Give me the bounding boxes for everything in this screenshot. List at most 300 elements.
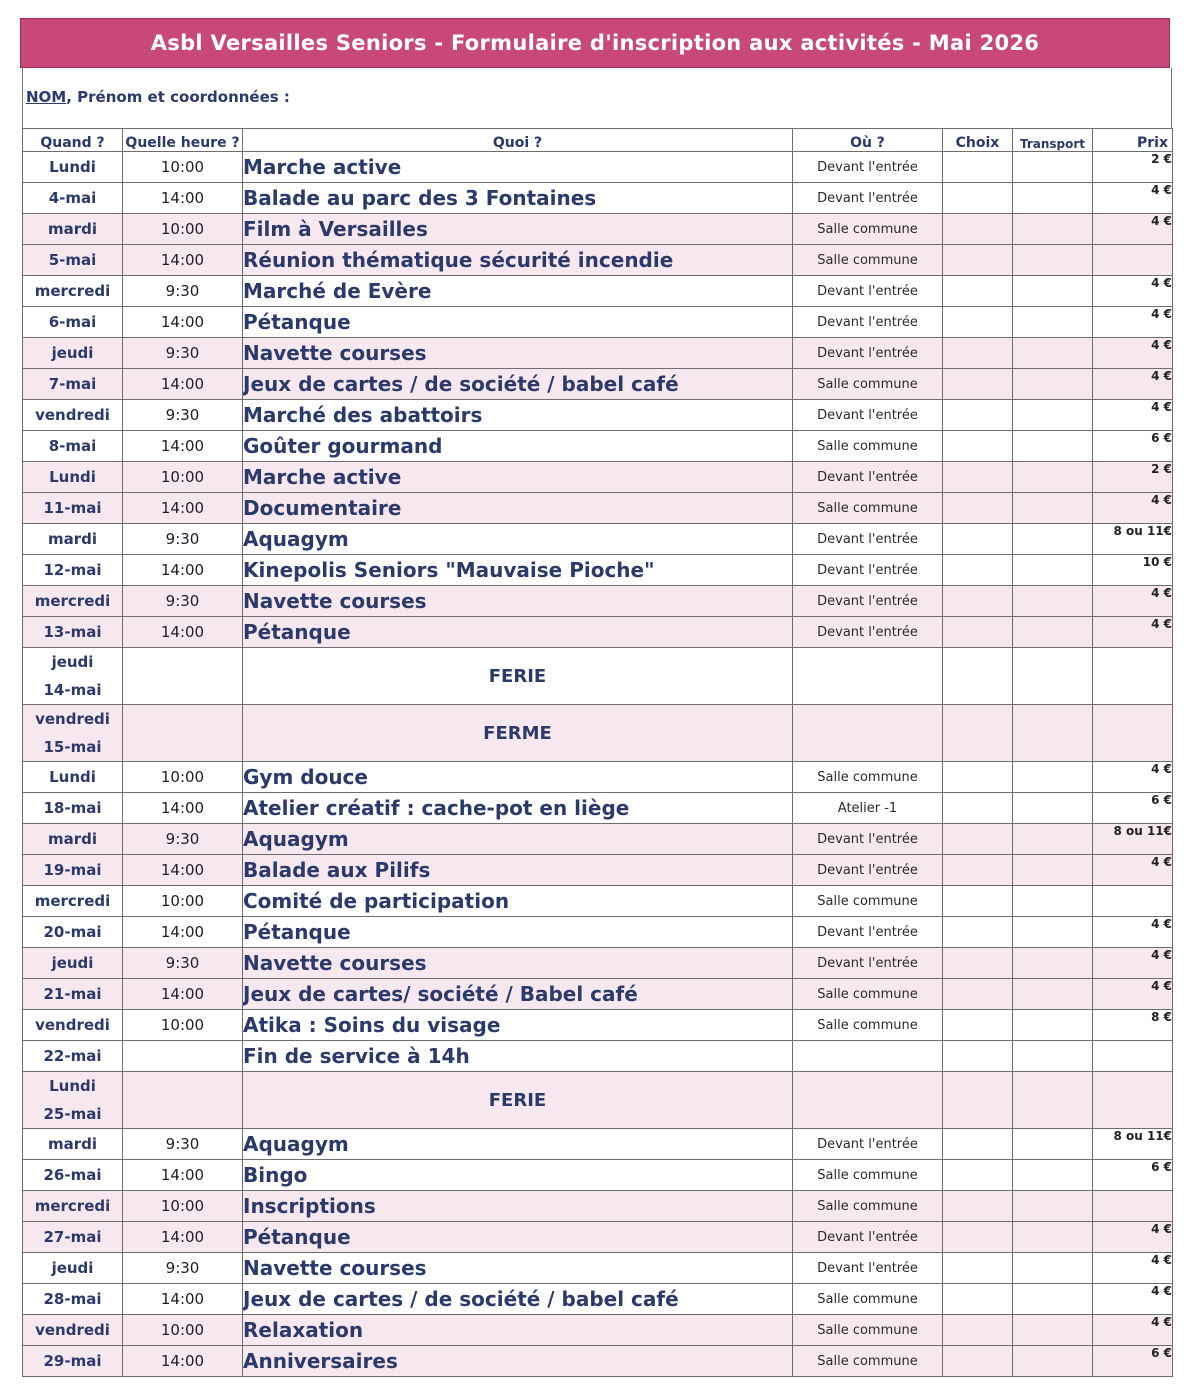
table-row <box>23 214 1173 245</box>
location-cell: Devant l'entrée <box>793 1222 943 1253</box>
table-row <box>23 245 1173 276</box>
location-cell: Devant l'entrée <box>793 524 943 555</box>
nom-label: NOM <box>26 88 67 106</box>
holiday-row <box>23 705 1173 762</box>
choix-checkbox[interactable] <box>943 214 1013 245</box>
table-row <box>23 493 1173 524</box>
time-cell: 14:00 <box>123 555 243 586</box>
choix-checkbox[interactable] <box>943 824 1013 855</box>
day-cell: jeudi <box>23 338 123 369</box>
location-cell: Salle commune <box>793 1010 943 1041</box>
time-cell: 10:00 <box>123 152 243 183</box>
price-cell: 4 € <box>1093 762 1173 793</box>
transport-checkbox[interactable] <box>1013 855 1093 886</box>
time-cell: 9:30 <box>123 338 243 369</box>
activity-cell: Anniversaires <box>243 1346 793 1377</box>
table-row <box>23 152 1173 183</box>
table-row <box>23 1129 1173 1160</box>
location-cell: Salle commune <box>793 214 943 245</box>
choix-checkbox[interactable] <box>943 152 1013 183</box>
time-cell <box>123 648 243 705</box>
transport-checkbox[interactable] <box>1013 1315 1093 1346</box>
choix-checkbox[interactable] <box>943 338 1013 369</box>
empty-cell <box>1093 705 1173 762</box>
price-cell: 10 € <box>1093 555 1173 586</box>
price-cell: 2 € <box>1093 462 1173 493</box>
transport-checkbox[interactable] <box>1013 245 1093 276</box>
time-cell: 10:00 <box>123 462 243 493</box>
activity-cell: Navette courses <box>243 586 793 617</box>
transport-checkbox[interactable] <box>1013 1160 1093 1191</box>
col-quand: Quand ? <box>23 129 123 152</box>
location-cell: Devant l'entrée <box>793 307 943 338</box>
location-cell: Atelier -1 <box>793 793 943 824</box>
time-cell: 10:00 <box>123 886 243 917</box>
transport-checkbox[interactable] <box>1013 400 1093 431</box>
choix-checkbox[interactable] <box>943 793 1013 824</box>
price-cell: 4 € <box>1093 400 1173 431</box>
choix-checkbox[interactable] <box>943 855 1013 886</box>
choix-checkbox[interactable] <box>943 1315 1013 1346</box>
weekday-label: vendredi <box>35 710 110 728</box>
transport-checkbox[interactable] <box>1013 1284 1093 1315</box>
price-cell: 4 € <box>1093 369 1173 400</box>
transport-checkbox[interactable] <box>1013 1041 1093 1072</box>
time-cell: 9:30 <box>123 586 243 617</box>
activity-cell: Jeux de cartes / de société / babel café <box>243 1284 793 1315</box>
day-cell: 27-mai <box>23 1222 123 1253</box>
activity-cell: Kinepolis Seniors "Mauvaise Pioche" <box>243 555 793 586</box>
location-cell: Salle commune <box>793 1160 943 1191</box>
choix-checkbox[interactable] <box>943 524 1013 555</box>
location-cell: Salle commune <box>793 1191 943 1222</box>
activity-cell: Navette courses <box>243 338 793 369</box>
time-cell: 10:00 <box>123 1315 243 1346</box>
day-cell: vendredi <box>23 1315 123 1346</box>
price-cell: 6 € <box>1093 1346 1173 1377</box>
day-cell: vendredi <box>23 1010 123 1041</box>
choix-checkbox[interactable] <box>943 307 1013 338</box>
choix-checkbox[interactable] <box>943 617 1013 648</box>
weekday-label: Lundi <box>49 1077 96 1095</box>
date-label: 15-mai <box>43 738 102 756</box>
location-cell: Devant l'entrée <box>793 855 943 886</box>
time-cell: 14:00 <box>123 245 243 276</box>
price-cell: 4 € <box>1093 183 1173 214</box>
weekday-label: jeudi <box>51 653 94 671</box>
day-cell: mercredi <box>23 276 123 307</box>
transport-checkbox[interactable] <box>1013 762 1093 793</box>
transport-checkbox[interactable] <box>1013 555 1093 586</box>
empty-cell <box>1013 1072 1093 1129</box>
choix-checkbox[interactable] <box>943 886 1013 917</box>
activity-cell: Balade aux Pilifs <box>243 855 793 886</box>
date-label: 25-mai <box>43 1105 102 1123</box>
table-row <box>23 762 1173 793</box>
transport-checkbox[interactable] <box>1013 617 1093 648</box>
choix-checkbox[interactable] <box>943 400 1013 431</box>
activity-cell: Jeux de cartes / de société / babel café <box>243 369 793 400</box>
transport-checkbox[interactable] <box>1013 276 1093 307</box>
activity-cell: Goûter gourmand <box>243 431 793 462</box>
table-row <box>23 462 1173 493</box>
day-cell: mercredi <box>23 1191 123 1222</box>
time-cell: 10:00 <box>123 1010 243 1041</box>
choix-checkbox[interactable] <box>943 1253 1013 1284</box>
table-row <box>23 824 1173 855</box>
activity-cell: Marche active <box>243 462 793 493</box>
choix-checkbox[interactable] <box>943 586 1013 617</box>
location-cell: Devant l'entrée <box>793 824 943 855</box>
price-cell: 8 ou 11€ <box>1093 524 1173 555</box>
choix-checkbox[interactable] <box>943 183 1013 214</box>
choix-checkbox[interactable] <box>943 1346 1013 1377</box>
time-cell <box>123 1072 243 1129</box>
table-row <box>23 1346 1173 1377</box>
table-row <box>23 307 1173 338</box>
price-cell <box>1093 1041 1173 1072</box>
location-cell: Devant l'entrée <box>793 338 943 369</box>
time-cell: 10:00 <box>123 214 243 245</box>
transport-checkbox[interactable] <box>1013 917 1093 948</box>
location-cell: Salle commune <box>793 245 943 276</box>
time-cell: 9:30 <box>123 1129 243 1160</box>
transport-checkbox[interactable] <box>1013 183 1093 214</box>
table-row <box>23 1160 1173 1191</box>
price-cell: 6 € <box>1093 1160 1173 1191</box>
choix-checkbox[interactable] <box>943 431 1013 462</box>
price-cell <box>1093 886 1173 917</box>
choix-checkbox[interactable] <box>943 1041 1013 1072</box>
activity-cell: Marché de Evère <box>243 276 793 307</box>
location-cell: Devant l'entrée <box>793 555 943 586</box>
time-cell: 14:00 <box>123 855 243 886</box>
transport-checkbox[interactable] <box>1013 1191 1093 1222</box>
transport-checkbox[interactable] <box>1013 369 1093 400</box>
choix-checkbox[interactable] <box>943 369 1013 400</box>
transport-checkbox[interactable] <box>1013 307 1093 338</box>
choix-checkbox[interactable] <box>943 1160 1013 1191</box>
empty-cell <box>1093 1072 1173 1129</box>
day-cell: 11-mai <box>23 493 123 524</box>
day-cell: jeudi <box>23 948 123 979</box>
day-cell: Lundi <box>23 152 123 183</box>
price-cell: 4 € <box>1093 979 1173 1010</box>
choix-checkbox[interactable] <box>943 1129 1013 1160</box>
empty-cell <box>793 1072 943 1129</box>
contact-details-area[interactable] <box>22 68 1172 130</box>
date-label: 14-mai <box>43 681 102 699</box>
activity-cell: Gym douce <box>243 762 793 793</box>
table-row <box>23 917 1173 948</box>
empty-cell <box>943 705 1013 762</box>
day-cell: 4-mai <box>23 183 123 214</box>
table-row <box>23 586 1173 617</box>
day-cell: mercredi <box>23 886 123 917</box>
price-cell: 8 ou 11€ <box>1093 824 1173 855</box>
price-cell: 4 € <box>1093 338 1173 369</box>
day-cell <box>23 705 123 762</box>
day-cell: 5-mai <box>23 245 123 276</box>
price-cell <box>1093 245 1173 276</box>
time-cell: 14:00 <box>123 307 243 338</box>
transport-checkbox[interactable] <box>1013 1129 1093 1160</box>
col-quoi: Quoi ? <box>243 129 793 152</box>
time-cell: 14:00 <box>123 979 243 1010</box>
closure-label: FERIE <box>243 1072 793 1129</box>
time-cell: 14:00 <box>123 183 243 214</box>
coords-label-text: , Prénom et coordonnées : <box>66 88 290 106</box>
price-cell: 4 € <box>1093 1284 1173 1315</box>
day-cell: 19-mai <box>23 855 123 886</box>
table-row <box>23 1315 1173 1346</box>
activity-cell: Bingo <box>243 1160 793 1191</box>
time-cell: 14:00 <box>123 493 243 524</box>
activity-cell: Aquagym <box>243 824 793 855</box>
price-cell: 6 € <box>1093 431 1173 462</box>
transport-checkbox[interactable] <box>1013 493 1093 524</box>
activity-cell: Marché des abattoirs <box>243 400 793 431</box>
location-cell: Salle commune <box>793 979 943 1010</box>
activity-cell: Aquagym <box>243 524 793 555</box>
transport-checkbox[interactable] <box>1013 431 1093 462</box>
location-cell: Devant l'entrée <box>793 948 943 979</box>
table-row <box>23 1010 1173 1041</box>
closure-label: FERME <box>243 705 793 762</box>
transport-checkbox[interactable] <box>1013 979 1093 1010</box>
price-cell: 4 € <box>1093 586 1173 617</box>
choix-checkbox[interactable] <box>943 979 1013 1010</box>
location-cell: Devant l'entrée <box>793 1253 943 1284</box>
activity-cell: Marche active <box>243 152 793 183</box>
transport-checkbox[interactable] <box>1013 1010 1093 1041</box>
empty-cell <box>1013 648 1093 705</box>
price-cell: 8 ou 11€ <box>1093 1129 1173 1160</box>
price-cell: 4 € <box>1093 1253 1173 1284</box>
day-cell: mardi <box>23 824 123 855</box>
transport-checkbox[interactable] <box>1013 1253 1093 1284</box>
activity-cell: Pétanque <box>243 1222 793 1253</box>
time-cell <box>123 705 243 762</box>
day-cell: 26-mai <box>23 1160 123 1191</box>
price-cell: 2 € <box>1093 152 1173 183</box>
table-row <box>23 617 1173 648</box>
location-cell: Devant l'entrée <box>793 617 943 648</box>
time-cell: 14:00 <box>123 1222 243 1253</box>
activity-cell: Comité de participation <box>243 886 793 917</box>
price-cell: 4 € <box>1093 855 1173 886</box>
day-cell: mardi <box>23 1129 123 1160</box>
table-row <box>23 338 1173 369</box>
location-cell <box>793 1041 943 1072</box>
time-cell: 10:00 <box>123 1191 243 1222</box>
table-row <box>23 979 1173 1010</box>
time-cell: 14:00 <box>123 431 243 462</box>
day-cell: mercredi <box>23 586 123 617</box>
price-cell: 4 € <box>1093 917 1173 948</box>
location-cell: Devant l'entrée <box>793 1129 943 1160</box>
empty-cell <box>1093 648 1173 705</box>
choix-checkbox[interactable] <box>943 948 1013 979</box>
activity-cell: Pétanque <box>243 917 793 948</box>
choix-checkbox[interactable] <box>943 762 1013 793</box>
closure-label: FERIE <box>243 648 793 705</box>
col-heure: Quelle heure ? <box>123 129 243 152</box>
time-cell: 14:00 <box>123 917 243 948</box>
price-cell: 6 € <box>1093 793 1173 824</box>
activity-cell: Atika : Soins du visage <box>243 1010 793 1041</box>
activity-cell: Réunion thématique sécurité incendie <box>243 245 793 276</box>
time-cell: 9:30 <box>123 524 243 555</box>
time-cell: 9:30 <box>123 948 243 979</box>
day-cell: mardi <box>23 524 123 555</box>
table-row <box>23 1222 1173 1253</box>
price-cell: 4 € <box>1093 617 1173 648</box>
location-cell: Devant l'entrée <box>793 462 943 493</box>
location-cell: Devant l'entrée <box>793 183 943 214</box>
time-cell: 9:30 <box>123 400 243 431</box>
choix-checkbox[interactable] <box>943 462 1013 493</box>
time-cell: 10:00 <box>123 762 243 793</box>
choix-checkbox[interactable] <box>943 276 1013 307</box>
activity-cell: Relaxation <box>243 1315 793 1346</box>
choix-checkbox[interactable] <box>943 555 1013 586</box>
transport-checkbox[interactable] <box>1013 1346 1093 1377</box>
day-cell: 22-mai <box>23 1041 123 1072</box>
col-prix: Prix <box>1093 129 1173 152</box>
activity-cell: Atelier créatif : cache-pot en liège <box>243 793 793 824</box>
location-cell: Salle commune <box>793 762 943 793</box>
holiday-row <box>23 648 1173 705</box>
choix-checkbox[interactable] <box>943 245 1013 276</box>
activity-cell: Navette courses <box>243 1253 793 1284</box>
table-row <box>23 948 1173 979</box>
location-cell: Salle commune <box>793 493 943 524</box>
location-cell: Devant l'entrée <box>793 586 943 617</box>
time-cell: 14:00 <box>123 1160 243 1191</box>
time-cell: 14:00 <box>123 793 243 824</box>
table-row <box>23 555 1173 586</box>
empty-cell <box>943 648 1013 705</box>
transport-checkbox[interactable] <box>1013 886 1093 917</box>
activity-cell: Jeux de cartes/ société / Babel café <box>243 979 793 1010</box>
location-cell: Salle commune <box>793 369 943 400</box>
transport-checkbox[interactable] <box>1013 524 1093 555</box>
day-cell: 28-mai <box>23 1284 123 1315</box>
col-transport: Transport <box>1013 129 1093 152</box>
price-cell: 4 € <box>1093 276 1173 307</box>
day-cell: 8-mai <box>23 431 123 462</box>
col-choix: Choix <box>943 129 1013 152</box>
choix-checkbox[interactable] <box>943 917 1013 948</box>
day-cell: 13-mai <box>23 617 123 648</box>
table-row <box>23 431 1173 462</box>
activity-cell: Aquagym <box>243 1129 793 1160</box>
location-cell: Devant l'entrée <box>793 917 943 948</box>
time-cell: 9:30 <box>123 276 243 307</box>
price-cell: 4 € <box>1093 1222 1173 1253</box>
transport-checkbox[interactable] <box>1013 948 1093 979</box>
activity-cell: Inscriptions <box>243 1191 793 1222</box>
transport-checkbox[interactable] <box>1013 214 1093 245</box>
transport-checkbox[interactable] <box>1013 586 1093 617</box>
choix-checkbox[interactable] <box>943 1222 1013 1253</box>
form-title: Asbl Versailles Seniors - Formulaire d'inscription aux activités - Mai 2026 <box>20 18 1170 68</box>
empty-cell <box>943 1072 1013 1129</box>
location-cell: Devant l'entrée <box>793 152 943 183</box>
table-row <box>23 1253 1173 1284</box>
location-cell: Salle commune <box>793 1346 943 1377</box>
col-ou: Où ? <box>793 129 943 152</box>
day-cell: mardi <box>23 214 123 245</box>
activity-cell: Documentaire <box>243 493 793 524</box>
day-cell: 6-mai <box>23 307 123 338</box>
day-cell: jeudi <box>23 1253 123 1284</box>
choix-checkbox[interactable] <box>943 1191 1013 1222</box>
transport-checkbox[interactable] <box>1013 338 1093 369</box>
activity-cell: Pétanque <box>243 307 793 338</box>
transport-checkbox[interactable] <box>1013 824 1093 855</box>
table-row <box>23 369 1173 400</box>
activity-cell: Pétanque <box>243 617 793 648</box>
table-row <box>23 855 1173 886</box>
day-cell: 21-mai <box>23 979 123 1010</box>
empty-cell <box>1013 705 1093 762</box>
location-cell: Salle commune <box>793 431 943 462</box>
activities-table <box>22 128 1173 1377</box>
price-cell <box>1093 1191 1173 1222</box>
empty-cell <box>793 705 943 762</box>
day-cell <box>23 1072 123 1129</box>
location-cell: Devant l'entrée <box>793 276 943 307</box>
transport-checkbox[interactable] <box>1013 793 1093 824</box>
transport-checkbox[interactable] <box>1013 152 1093 183</box>
contact-details-label <box>26 88 290 106</box>
table-header-row <box>23 129 1173 152</box>
table-row <box>23 183 1173 214</box>
table-row <box>23 524 1173 555</box>
empty-cell <box>793 648 943 705</box>
choix-checkbox[interactable] <box>943 1010 1013 1041</box>
table-row <box>23 886 1173 917</box>
activity-cell: Navette courses <box>243 948 793 979</box>
day-cell: vendredi <box>23 400 123 431</box>
day-cell: Lundi <box>23 462 123 493</box>
price-cell: 4 € <box>1093 1315 1173 1346</box>
time-cell: 9:30 <box>123 1253 243 1284</box>
day-cell: 12-mai <box>23 555 123 586</box>
time-cell: 9:30 <box>123 824 243 855</box>
transport-checkbox[interactable] <box>1013 462 1093 493</box>
day-cell: 18-mai <box>23 793 123 824</box>
transport-checkbox[interactable] <box>1013 1222 1093 1253</box>
table-row <box>23 276 1173 307</box>
location-cell: Devant l'entrée <box>793 400 943 431</box>
table-row <box>23 793 1173 824</box>
time-cell: 14:00 <box>123 369 243 400</box>
choix-checkbox[interactable] <box>943 1284 1013 1315</box>
activity-cell: Fin de service à 14h <box>243 1041 793 1072</box>
choix-checkbox[interactable] <box>943 493 1013 524</box>
price-cell: 4 € <box>1093 948 1173 979</box>
day-cell: 20-mai <box>23 917 123 948</box>
location-cell: Salle commune <box>793 1284 943 1315</box>
table-row <box>23 1191 1173 1222</box>
time-cell: 14:00 <box>123 1284 243 1315</box>
time-cell: 14:00 <box>123 617 243 648</box>
activity-cell: Balade au parc des 3 Fontaines <box>243 183 793 214</box>
price-cell: 8 € <box>1093 1010 1173 1041</box>
